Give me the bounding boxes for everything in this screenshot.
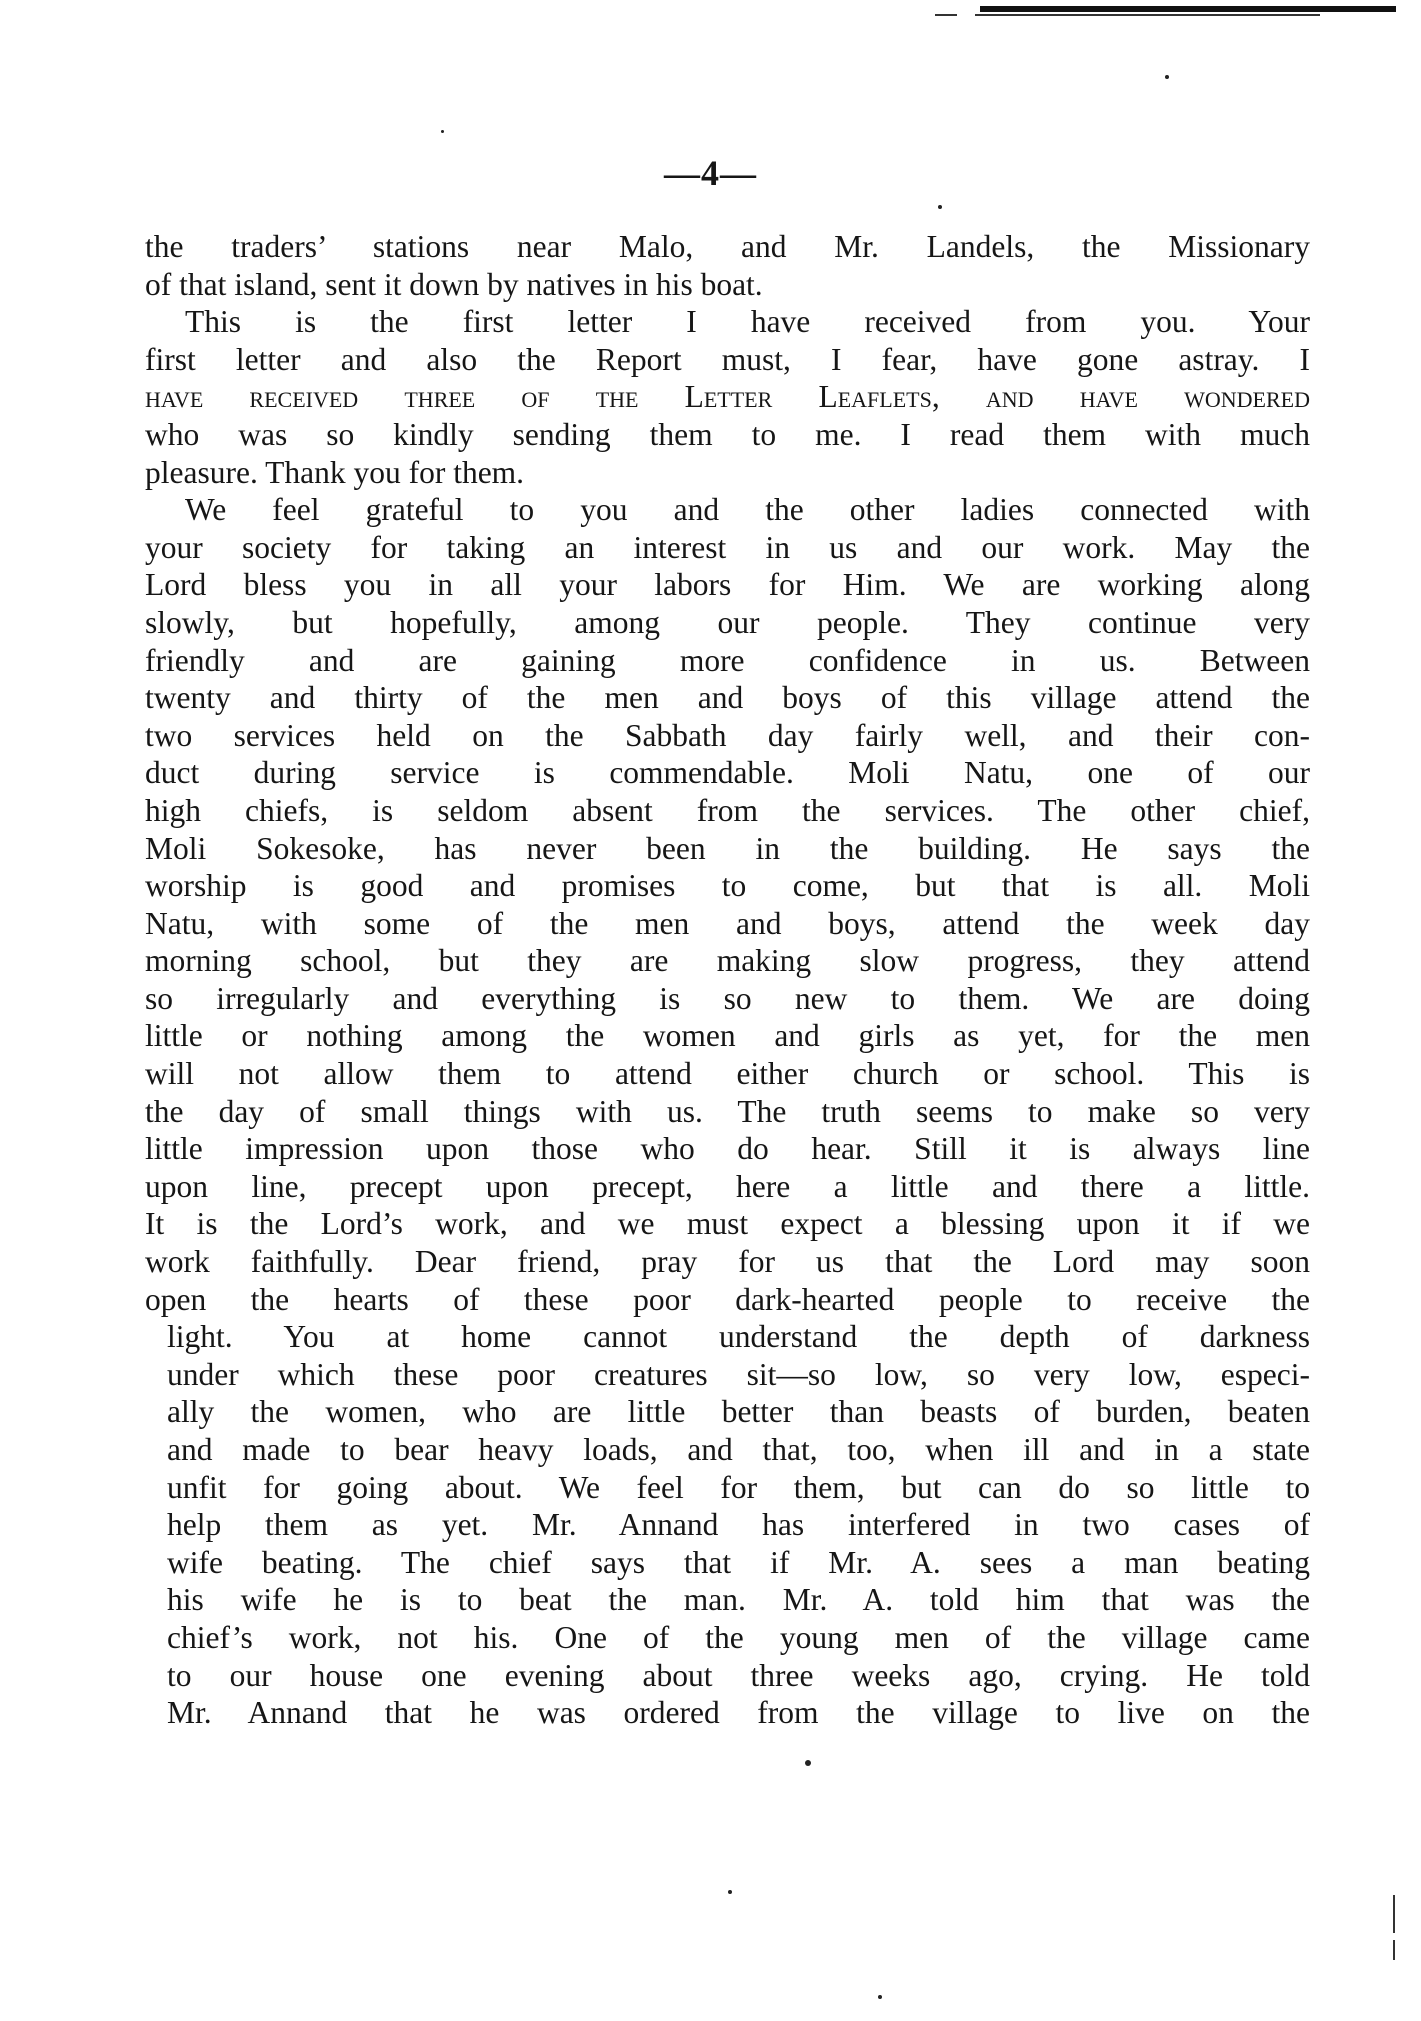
ink-speck [728,1890,732,1894]
text-line: and made to bear heavy loads, and that, too, when ill and in a state [167,1432,1310,1467]
page-number: —4— [664,153,757,193]
text-line: little impression upon those who do hear. Still it is always line [145,1131,1310,1167]
text-line: have received three of the Letter Leaflets, and have wondered [145,379,1310,415]
text-line: his wife he is to beat the man. Mr. A. told him that was the [167,1582,1310,1618]
text-line: ally the women, who are little better than beasts of burden, beaten [167,1394,1310,1430]
text-line: worship is good and promises to come, but that is all. Moli [145,868,1310,904]
text-line: to our house one evening about three weeks ago, crying. He told [167,1657,1310,1693]
text-line: It is the Lord’s work, and we must expect a blessing upon it if we [145,1206,1310,1242]
edge-mark [1393,1940,1395,1960]
text-line: two services held on the Sabbath day fairly well, and their con- [145,717,1310,753]
text-line: Natu, with some of the men and boys, attend the week day [145,905,1310,941]
text-line: open the hearts of these poor dark-hearted people to receive the [145,1281,1310,1317]
text-line: morning school, but they are making slow progress, they attend [145,943,1310,979]
text-line: first letter and also the Report must, I fear, have gone astray. I [145,341,1310,377]
text-line: Lord bless you in all your labors for Him. We are working along [145,567,1310,603]
text-line: your society for taking an interest in us and our work. May the [145,529,1310,565]
text-line: who was so kindly sending them to me. I read them with much [145,416,1310,452]
text-line: friendly and are gaining more confidence in us. Between [145,642,1310,678]
top-border-dash [935,14,957,16]
text-line: We feel grateful to you and the other ladies connected with [185,492,1310,528]
top-border-bar [980,6,1396,12]
text-line: of that island, sent it down by natives in his boat. [145,266,763,302]
ink-speck [441,130,444,133]
text-line: will not allow them to attend either church or school. This is [145,1056,1310,1092]
top-border-rule [975,14,1320,16]
text-line: unfit for going about. We feel for them, but can do so little to [167,1469,1310,1505]
text-line: under which these poor creatures sit—so low, so very low, especi- [167,1356,1310,1392]
text-line: the day of small things with us. The truth seems to make so very [145,1093,1310,1129]
text-line: pleasure. Thank you for them. [145,454,525,490]
text-line: upon line, precept upon precept, here a little and there a little. [145,1168,1310,1204]
ink-speck [1165,75,1169,79]
ink-speck [938,205,942,209]
text-line: Moli Sokesoke, has never been in the building. He says the [145,830,1310,866]
text-line: little or nothing among the women and girls as yet, for the men [145,1018,1310,1054]
text-line: twenty and thirty of the men and boys of this village attend the [145,680,1310,716]
text-line: high chiefs, is seldom absent from the services. The other chief, [145,792,1310,828]
text-line [145,1732,1310,1770]
text-line: chief’s work, not his. One of the young men of the village came [167,1619,1310,1655]
text-line: slowly, but hopefully, among our people. They continue very [145,604,1310,640]
ink-speck [878,1995,882,1999]
text-line: the traders’ stations near Malo, and Mr. Landels, the Missionary [145,229,1310,264]
text-line: so irregularly and everything is so new to them. We are doing [145,980,1310,1016]
body-text [145,228,1310,1769]
text-line: This is the first letter I have received from you. Your [185,304,1310,340]
text-line: help them as yet. Mr. Annand has interfered in two cases of [167,1507,1310,1543]
text-line: duct during service is commendable. Moli Natu, one of our [145,755,1310,791]
text-line: light. You at home cannot understand the depth of darkness [167,1319,1310,1355]
text-line: Mr. Annand that he was ordered from the village to live on the [167,1695,1310,1731]
text-line: wife beating. The chief says that if Mr. A. sees a man beating [167,1544,1310,1580]
edge-mark [1393,1895,1395,1933]
text-line: work faithfully. Dear friend, pray for us that the Lord may soon [145,1244,1310,1280]
